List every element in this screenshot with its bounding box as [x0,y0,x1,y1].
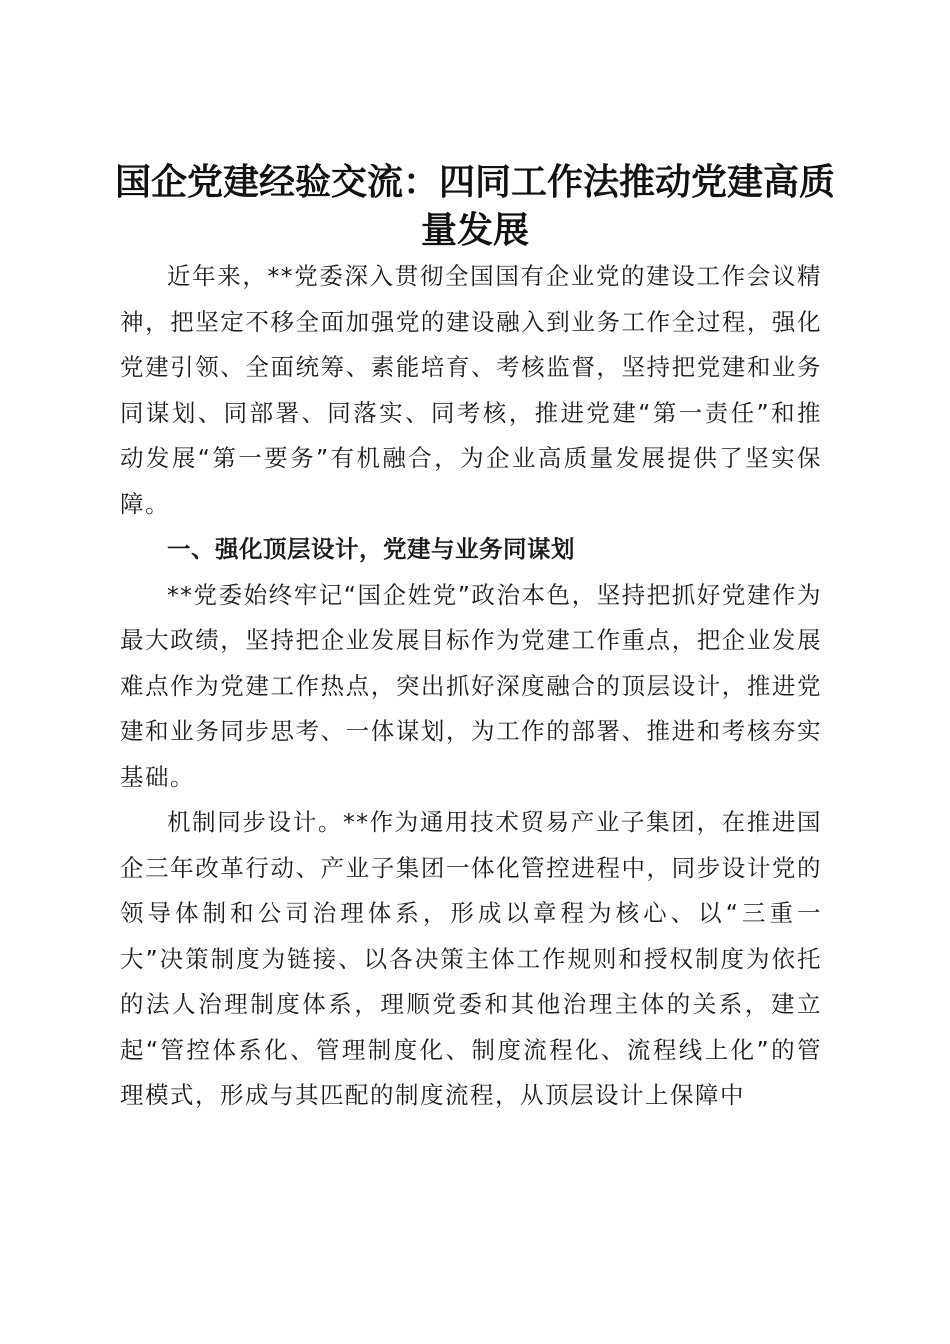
document-body [120,254,822,1119]
document-title [110,158,840,254]
title-line-1: 国企党建经验交流：四同工作法推动党建高质 [114,161,835,204]
intro-paragraph: 近年来，**党委深入贯彻全国国有企业党的建设工作会议精神，把坚定不移全面加强党的建设融入到业务工作全过程，强化党建引领、全面统筹、素能培育、考核监督，坚持把党建和业务同谋划、同部署、同落实、同考核，推进党建“第一责任”和推动发展“第一要务”有机融合，为企业高质量发展提供了坚实保障。 [120,262,822,518]
title-line-2: 量发展 [420,209,529,252]
section-1-heading: 一、强化顶层设计，党建与业务同谋划 [167,535,575,563]
section-1-paragraph-1: **党委始终牢记“国企姓党”政治本色，坚持把抓好党建作为最大政绩，坚持把企业发展目标作为党建工作重点，把企业发展难点作为党建工作热点，突出抓好深度融合的顶层设计，推进党建和业务同步思考、一体谋划，为工作的部署、推进和考核夯实基础。 [120,580,822,791]
section-1-paragraph-2: 机制同步设计。**作为通用技术贸易产业子集团，在推进国企三年改革行动、产业子集团一体化管控进程中，同步设计党的领导体制和公司治理体系，形成以章程为核心、以“三重一大”决策制度为链接、以各决策主体工作规则和授权制度为依托的法人治理制度体系，理顺党委和其他治理主体的关系，建立起“管控体系化、管理制度化、制度流程化、流程线上化”的管理模式，形成与其匹配的制度流程，从顶层设计上保障中 [120,808,822,1109]
